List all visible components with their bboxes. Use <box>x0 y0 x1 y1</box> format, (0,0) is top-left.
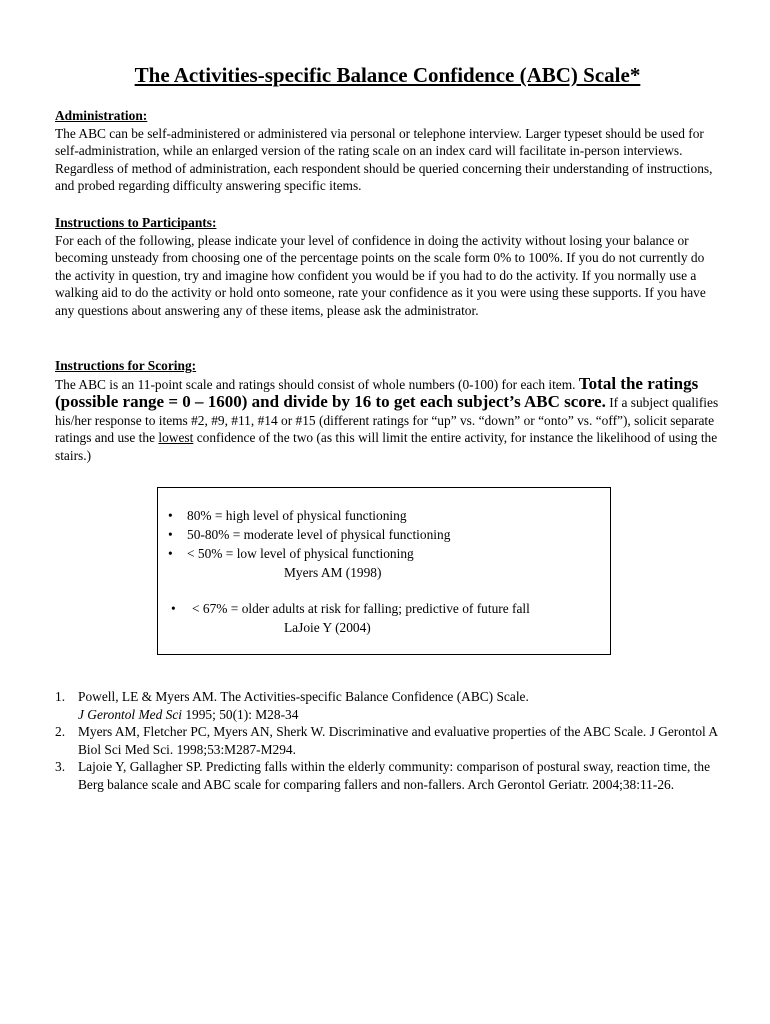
list-item: • < 67% = older adults at risk for falling; predictive of future fall <box>171 601 530 616</box>
administration-heading: Administration: <box>55 108 148 123</box>
administration-section <box>55 107 720 195</box>
list-item: • 80% = high level of physical functioning <box>168 508 407 523</box>
administration-text: The ABC can be self-administered or administered via personal or telephone interview. Larger typeset should be used for self-administration, while an enlarged version of the rating scale on an index card will facilitate in-person interviews. Regardless of method of administration, each respondent should be queried concerning their understanding of instructions, and probed regarding difficulty answering specific items. <box>55 125 713 194</box>
interpretation-list-1 <box>158 506 610 582</box>
interpretation-list-2 <box>158 599 610 637</box>
page-title: The Activities-specific Balance Confidence (ABC) Scale* <box>134 63 641 87</box>
list-item: • 50-80% = moderate level of physical functioning <box>168 527 451 542</box>
bullet-icon: • <box>168 546 173 561</box>
score-interpretation-box <box>157 487 611 655</box>
scoring-text <box>55 375 720 465</box>
reference-list <box>55 688 720 794</box>
list-item: • < 50% = low level of physical functioning <box>168 546 414 561</box>
scoring-text-part-3: confidence of the two (as this will limit the entire activity, for instance the likelihood of using the stairs.) <box>55 430 718 463</box>
scoring-section <box>55 357 720 465</box>
participants-section <box>55 214 720 320</box>
scoring-heading: Instructions for Scoring: <box>55 358 197 373</box>
bullet-icon: • <box>168 508 173 523</box>
reference-item: 2. Myers AM, Fletcher PC, Myers AN, Sherk W. Discriminative and evaluative properties of the ABC Scale. J Gerontol A Biol Sci Med Sci. 1998;53:M287-M294. <box>55 724 718 757</box>
journal-name: J Gerontol Med Sci <box>78 706 182 722</box>
scoring-lowest-word: lowest <box>158 430 194 446</box>
reference-item: 1. Powell, LE & Myers AM. The Activities-specific Balance Confidence (ABC) Scale. J Gerontol Med Sci 1995; 50(1): M28-34 <box>55 689 529 722</box>
bullet-icon: • <box>168 527 173 542</box>
scoring-text-part-2: If a subject qualifies his/her response to items #2, #9, #11, #14 or #15 (different ratings for “up” vs. “down” or “onto” vs. “off”), solicit separate ratings and use the <box>55 395 719 446</box>
scoring-text-part-1: The ABC is an 11-point scale and ratings should consist of whole numbers (0-100) for each item. <box>55 376 579 392</box>
citation-lajoie: LaJoie Y (2004) <box>284 620 371 635</box>
bullet-icon: • <box>171 601 176 616</box>
citation-myers: Myers AM (1998) <box>284 565 382 580</box>
reference-item: 3. Lajoie Y, Gallagher SP. Predicting falls within the elderly community: comparison of postural sway, reaction time, the Berg balance scale and ABC scale for comparing fallers and non-fallers. Arch Gerontol Geriatr. 2004;38:11-26. <box>55 759 711 792</box>
participants-heading: Instructions to Participants: <box>55 215 217 230</box>
participants-text: For each of the following, please indicate your level of confidence in doing the activity without losing your balance or becoming unsteady from choosing one of the percentage points on the scale form 0% to 100%. If you do not currently do the activity in question, try and imagine how confident you would be if you had to do the activity. If you normally use a walking aid to do the activity or hold onto someone, rate your confidence as it you were using these supports. If you have any questions about answering any of these items, please ask the administrator. <box>55 232 706 318</box>
scoring-total-instruction: Total the ratings (possible range = 0 – 1600) and divide by 16 to get each subject’s ABC score. <box>55 373 699 412</box>
